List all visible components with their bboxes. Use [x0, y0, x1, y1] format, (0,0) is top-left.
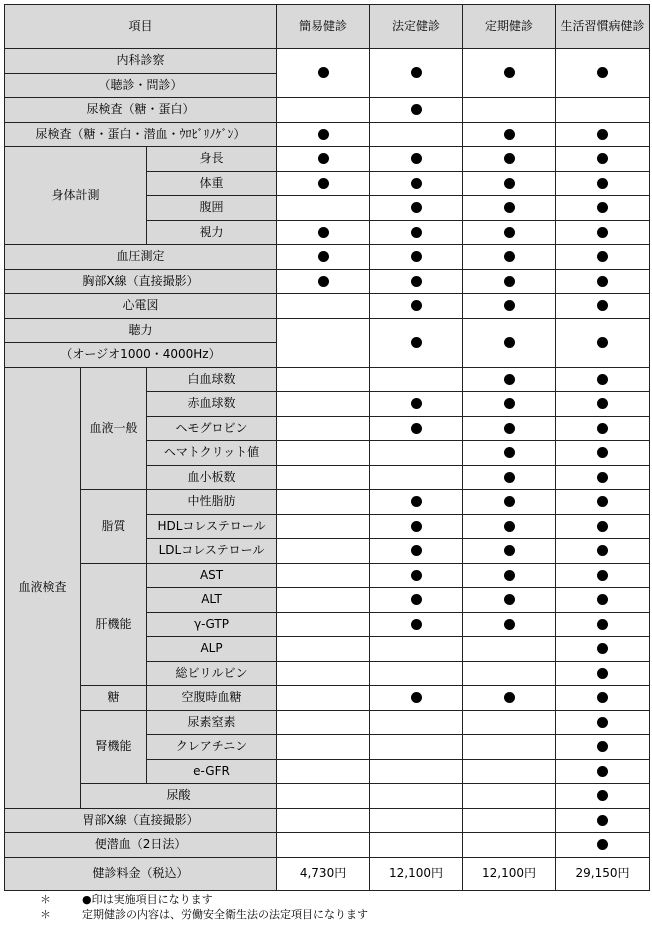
row-label: ALP [147, 637, 277, 662]
row-label: 総ビリルビン [147, 662, 277, 686]
mark-cell [463, 735, 556, 760]
filled-circle-icon [318, 129, 329, 140]
mark-cell [370, 392, 463, 417]
mark-cell [277, 760, 370, 784]
mark-cell [463, 392, 556, 417]
filled-circle-icon [318, 227, 329, 238]
mark-cell [556, 515, 650, 539]
filled-circle-icon [597, 153, 608, 164]
filled-circle-icon [597, 815, 608, 826]
mark-cell [463, 466, 556, 490]
filled-circle-icon [597, 570, 608, 581]
filled-circle-icon [504, 472, 515, 483]
filled-circle-icon [504, 619, 515, 630]
mark-cell [556, 466, 650, 490]
mark-cell [556, 49, 650, 98]
filled-circle-icon [504, 521, 515, 532]
filled-circle-icon [597, 67, 608, 78]
row-label: 中性脂肪 [147, 490, 277, 515]
asterisk: ＊ [40, 893, 51, 906]
row-sublabel: （オージオ1000・4000Hz） [5, 343, 277, 368]
filled-circle-icon [411, 594, 422, 605]
mark-cell [556, 417, 650, 441]
mark-cell [556, 662, 650, 686]
mark-cell [277, 466, 370, 490]
footnote [40, 907, 368, 922]
mark-cell [463, 417, 556, 441]
mark-cell [463, 784, 556, 809]
mark-cell [370, 564, 463, 588]
mark-cell [463, 98, 556, 123]
mark-cell [277, 711, 370, 735]
fee-kani: 4,730円 [277, 858, 370, 891]
filled-circle-icon [597, 202, 608, 213]
mark-cell [463, 245, 556, 270]
filled-circle-icon [504, 692, 515, 703]
filled-circle-icon [504, 129, 515, 140]
filled-circle-icon [504, 67, 515, 78]
row-label: 尿酸 [81, 784, 277, 809]
row-label: 身長 [147, 147, 277, 172]
mark-cell [556, 392, 650, 417]
filled-circle-icon [504, 447, 515, 458]
mark-cell [277, 123, 370, 147]
filled-circle-icon [597, 496, 608, 507]
mark-cell [556, 833, 650, 858]
subgroup-label: 腎機能 [81, 711, 147, 784]
table-row [5, 368, 650, 392]
row-label: HDLコレステロール [147, 515, 277, 539]
row-label: 赤血球数 [147, 392, 277, 417]
filled-circle-icon [504, 153, 515, 164]
mark-cell [370, 637, 463, 662]
header-kani: 簡易健診 [277, 5, 370, 49]
filled-circle-icon [411, 545, 422, 556]
row-label: 視力 [147, 221, 277, 245]
mark-cell [463, 539, 556, 564]
mark-cell [277, 809, 370, 833]
subgroup-label: 糖 [81, 686, 147, 711]
filled-circle-icon [411, 276, 422, 287]
header-teiki: 定期健診 [463, 5, 556, 49]
filled-circle-icon [411, 202, 422, 213]
row-label: 心電図 [5, 294, 277, 319]
mark-cell [463, 441, 556, 466]
filled-circle-icon [597, 129, 608, 140]
row-label: 尿素窒素 [147, 711, 277, 735]
group-label: 血液検査 [5, 368, 81, 809]
filled-circle-icon [411, 67, 422, 78]
subgroup-label: 血液一般 [81, 368, 147, 490]
filled-circle-icon [411, 153, 422, 164]
mark-cell [463, 123, 556, 147]
filled-circle-icon [411, 619, 422, 630]
filled-circle-icon [411, 337, 422, 348]
mark-cell [556, 245, 650, 270]
mark-cell [370, 221, 463, 245]
mark-cell [556, 147, 650, 172]
mark-cell [463, 662, 556, 686]
mark-cell [556, 809, 650, 833]
filled-circle-icon [504, 300, 515, 311]
filled-circle-icon [504, 594, 515, 605]
mark-cell [370, 319, 463, 368]
row-label: 便潜血（2日法） [5, 833, 277, 858]
table-row [5, 98, 650, 123]
table-row [5, 123, 650, 147]
row-label: AST [147, 564, 277, 588]
filled-circle-icon [411, 300, 422, 311]
mark-cell [556, 686, 650, 711]
mark-cell [370, 98, 463, 123]
mark-cell [370, 809, 463, 833]
table-row [5, 49, 650, 74]
filled-circle-icon [504, 337, 515, 348]
row-label: 胸部X線（直接撮影） [5, 270, 277, 294]
row-label: LDLコレステロール [147, 539, 277, 564]
filled-circle-icon [597, 251, 608, 262]
subgroup-label: 肝機能 [81, 564, 147, 686]
table-row [5, 147, 650, 172]
header-hotei: 法定健診 [370, 5, 463, 49]
filled-circle-icon [411, 227, 422, 238]
row-sublabel: （聴診・問診） [5, 74, 277, 98]
mark-cell [556, 319, 650, 368]
asterisk: ＊ [40, 908, 51, 921]
mark-cell [370, 735, 463, 760]
mark-cell [556, 539, 650, 564]
filled-circle-icon [504, 374, 515, 385]
mark-cell [463, 588, 556, 613]
mark-cell [277, 735, 370, 760]
mark-cell [556, 98, 650, 123]
mark-cell [556, 613, 650, 637]
filled-circle-icon [504, 496, 515, 507]
mark-cell [370, 515, 463, 539]
mark-cell [370, 760, 463, 784]
row-label: 空腹時血糖 [147, 686, 277, 711]
mark-cell [556, 368, 650, 392]
mark-cell [277, 392, 370, 417]
table-row [5, 564, 650, 588]
row-label: ALT [147, 588, 277, 613]
mark-cell [556, 196, 650, 221]
mark-cell [556, 490, 650, 515]
filled-circle-icon [597, 643, 608, 654]
mark-cell [556, 588, 650, 613]
mark-cell [556, 784, 650, 809]
mark-cell [463, 613, 556, 637]
filled-circle-icon [597, 766, 608, 777]
filled-circle-icon [597, 227, 608, 238]
filled-circle-icon [411, 104, 422, 115]
row-label: 尿検査（糖・蛋白・潜血・ｳﾛﾋﾞﾘﾉｹﾞﾝ） [5, 123, 277, 147]
filled-circle-icon [597, 619, 608, 630]
mark-cell [556, 172, 650, 196]
mark-cell [277, 490, 370, 515]
filled-circle-icon [411, 251, 422, 262]
fee-seikatsu: 29,150円 [556, 858, 650, 891]
filled-circle-icon [318, 153, 329, 164]
filled-circle-icon [597, 337, 608, 348]
mark-cell [463, 196, 556, 221]
mark-cell [463, 368, 556, 392]
mark-cell [463, 270, 556, 294]
row-label: 胃部X線（直接撮影） [5, 809, 277, 833]
filled-circle-icon [411, 423, 422, 434]
filled-circle-icon [597, 668, 608, 679]
filled-circle-icon [411, 178, 422, 189]
row-label: 聴力 [5, 319, 277, 343]
filled-circle-icon [597, 300, 608, 311]
mark-cell [556, 760, 650, 784]
row-label: e-GFR [147, 760, 277, 784]
mark-cell [370, 833, 463, 858]
checkup-comparison-table [4, 4, 650, 891]
mark-cell [370, 490, 463, 515]
table-row [5, 784, 650, 809]
mark-cell [463, 319, 556, 368]
mark-cell [370, 49, 463, 98]
table-row [5, 809, 650, 833]
mark-cell [277, 98, 370, 123]
subgroup-label: 脂質 [81, 490, 147, 564]
mark-cell [370, 417, 463, 441]
filled-circle-icon [411, 521, 422, 532]
filled-circle-icon [504, 570, 515, 581]
mark-cell [277, 441, 370, 466]
mark-cell [463, 221, 556, 245]
row-label: 尿検査（糖・蛋白） [5, 98, 277, 123]
mark-cell [277, 294, 370, 319]
mark-cell [556, 711, 650, 735]
mark-cell [370, 784, 463, 809]
row-label: 腹囲 [147, 196, 277, 221]
mark-cell [370, 686, 463, 711]
filled-circle-icon [504, 227, 515, 238]
filled-circle-icon [597, 423, 608, 434]
mark-cell [277, 539, 370, 564]
mark-cell [370, 196, 463, 221]
mark-cell [463, 564, 556, 588]
filled-circle-icon [597, 717, 608, 728]
filled-circle-icon [504, 545, 515, 556]
header-seikatsu: 生活習慣病健診 [556, 5, 650, 49]
table-row [5, 490, 650, 515]
mark-cell [277, 196, 370, 221]
mark-cell [277, 417, 370, 441]
fee-hotei: 12,100円 [370, 858, 463, 891]
filled-circle-icon [597, 178, 608, 189]
mark-cell [556, 637, 650, 662]
filled-circle-icon [504, 276, 515, 287]
filled-circle-icon [318, 276, 329, 287]
table-row [5, 711, 650, 735]
filled-circle-icon [597, 521, 608, 532]
fee-row [5, 858, 650, 891]
filled-circle-icon [597, 839, 608, 850]
mark-cell [370, 662, 463, 686]
filled-circle-icon [597, 692, 608, 703]
mark-cell [463, 490, 556, 515]
filled-circle-icon [597, 398, 608, 409]
mark-cell [370, 147, 463, 172]
filled-circle-icon [597, 472, 608, 483]
mark-cell [556, 221, 650, 245]
table-row [5, 319, 650, 343]
footnotes [40, 892, 368, 922]
filled-circle-icon [597, 374, 608, 385]
mark-cell [463, 711, 556, 735]
filled-circle-icon [411, 496, 422, 507]
mark-cell [370, 294, 463, 319]
mark-cell [277, 221, 370, 245]
table-row [5, 294, 650, 319]
header-item: 項目 [5, 5, 277, 49]
filled-circle-icon [597, 594, 608, 605]
filled-circle-icon [597, 447, 608, 458]
mark-cell [463, 515, 556, 539]
filled-circle-icon [318, 251, 329, 262]
mark-cell [556, 123, 650, 147]
filled-circle-icon [411, 692, 422, 703]
filled-circle-icon [318, 67, 329, 78]
mark-cell [370, 539, 463, 564]
filled-circle-icon [318, 178, 329, 189]
table-row [5, 833, 650, 858]
mark-cell [277, 172, 370, 196]
mark-cell [277, 245, 370, 270]
mark-cell [463, 833, 556, 858]
mark-cell [463, 809, 556, 833]
row-label: ヘマトクリット値 [147, 441, 277, 466]
mark-cell [370, 172, 463, 196]
mark-cell [556, 441, 650, 466]
filled-circle-icon [597, 790, 608, 801]
row-label: ヘモグロビン [147, 417, 277, 441]
row-label: 血小板数 [147, 466, 277, 490]
row-label: 白血球数 [147, 368, 277, 392]
mark-cell [370, 441, 463, 466]
row-label: 体重 [147, 172, 277, 196]
mark-cell [277, 637, 370, 662]
fee-teiki: 12,100円 [463, 858, 556, 891]
mark-cell [463, 147, 556, 172]
mark-cell [277, 833, 370, 858]
mark-cell [277, 515, 370, 539]
mark-cell [556, 270, 650, 294]
mark-cell [370, 613, 463, 637]
filled-circle-icon [411, 398, 422, 409]
mark-cell [370, 588, 463, 613]
mark-cell [463, 49, 556, 98]
filled-circle-icon [597, 276, 608, 287]
row-label: γ-GTP [147, 613, 277, 637]
mark-cell [463, 686, 556, 711]
footnote [40, 892, 368, 907]
mark-cell [463, 760, 556, 784]
table-row [5, 270, 650, 294]
footnote-text: 定期健診の内容は、労働安全衛生法の法定項目になります [82, 908, 368, 921]
table-row [5, 245, 650, 270]
header-row [5, 5, 650, 49]
mark-cell [463, 172, 556, 196]
mark-cell [277, 686, 370, 711]
mark-cell [277, 147, 370, 172]
mark-cell [277, 588, 370, 613]
mark-cell [277, 613, 370, 637]
filled-circle-icon [597, 545, 608, 556]
footnote-text: ●印は実施項目になります [82, 893, 213, 906]
mark-cell [277, 784, 370, 809]
row-label: クレアチニン [147, 735, 277, 760]
mark-cell [370, 245, 463, 270]
row-label: 内科診察 [5, 49, 277, 74]
filled-circle-icon [597, 741, 608, 752]
mark-cell [370, 270, 463, 294]
mark-cell [277, 662, 370, 686]
mark-cell [370, 711, 463, 735]
filled-circle-icon [504, 423, 515, 434]
mark-cell [370, 368, 463, 392]
group-label: 身体計測 [5, 147, 147, 245]
mark-cell [277, 49, 370, 98]
filled-circle-icon [411, 570, 422, 581]
mark-cell [463, 637, 556, 662]
mark-cell [556, 735, 650, 760]
mark-cell [370, 466, 463, 490]
row-label: 血圧測定 [5, 245, 277, 270]
filled-circle-icon [504, 178, 515, 189]
mark-cell [277, 368, 370, 392]
mark-cell [556, 564, 650, 588]
mark-cell [277, 270, 370, 294]
mark-cell [556, 294, 650, 319]
filled-circle-icon [504, 251, 515, 262]
mark-cell [370, 123, 463, 147]
table-row [5, 686, 650, 711]
mark-cell [463, 294, 556, 319]
filled-circle-icon [504, 202, 515, 213]
filled-circle-icon [504, 398, 515, 409]
mark-cell [277, 319, 370, 368]
mark-cell [277, 564, 370, 588]
fee-label: 健診料金（税込） [5, 858, 277, 891]
